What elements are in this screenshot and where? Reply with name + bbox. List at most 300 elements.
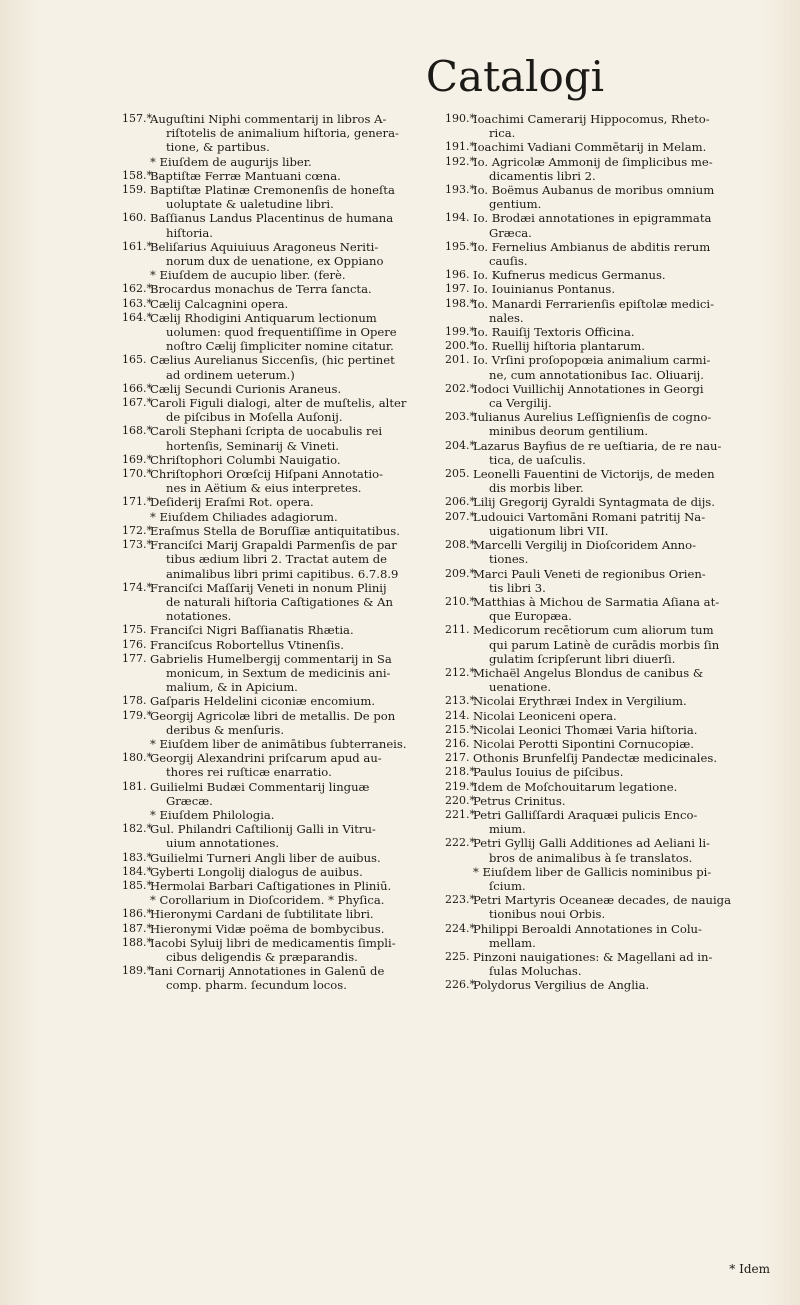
entry-number: 225. (445, 949, 470, 963)
catalog-entry (445, 723, 763, 737)
catalog-entry (445, 353, 763, 381)
entry-text (150, 737, 442, 751)
entry-number: 213.* (445, 694, 475, 708)
entry-text (150, 865, 442, 879)
entry-line: nales. (489, 310, 524, 325)
entry-number: 208.* (445, 538, 475, 552)
catalog-entry (445, 339, 763, 353)
entry-line: gentium. (489, 197, 542, 212)
catalog-entry (445, 297, 763, 325)
entry-line: Franciſci Maſſarij Veneti in nonum Plinij (150, 580, 387, 595)
entry-number: 199.* (445, 325, 475, 339)
entry-line: Io. Fernelius Ambianus de abditis rerum (473, 239, 711, 254)
entry-text (473, 836, 763, 864)
entry-line: * Corollarium in Dioſcoridem. * Phyſica. (150, 893, 385, 908)
catalog-entry (122, 211, 442, 239)
catalog-entry (122, 822, 442, 850)
entry-text (473, 865, 763, 893)
entry-number: 190.* (445, 112, 475, 125)
entry-line: norum dux de uenatione, ex Oppiano (166, 254, 384, 269)
entry-text (473, 694, 763, 708)
entry-text (150, 922, 442, 936)
catalog-entry (445, 467, 763, 495)
entry-text (473, 666, 763, 694)
entry-line: Auguſtini Niphi commentarij in libros A- (150, 112, 387, 126)
entry-line: noſtro Cælij ſimpliciter nomine citatur. (166, 339, 394, 354)
entry-line: hortenſis, Seminarij & Vineti. (166, 438, 339, 453)
catalog-entry (122, 893, 442, 907)
entry-text (150, 581, 442, 624)
entry-number: 171.* (122, 495, 152, 509)
entry-text (150, 453, 442, 467)
entry-text (473, 297, 763, 325)
entry-number: 157.* (122, 112, 152, 125)
catalog-entry (122, 169, 442, 183)
entry-text (473, 382, 763, 410)
catalog-entry (445, 751, 763, 765)
catalog-entry (122, 495, 442, 509)
entry-line: nes in Aëtium & eius interpretes. (166, 481, 362, 496)
entry-line: * Eiuſdem liber de Gallicis nominibus pi- (473, 864, 712, 879)
entry-number (122, 510, 150, 524)
entry-number (122, 268, 150, 282)
entry-number: 194. (445, 211, 470, 225)
entry-line: Nicolai Perotti Sipontini Cornucopiæ. (473, 736, 694, 751)
entry-text (473, 978, 763, 992)
entry-number: 198.* (445, 296, 475, 310)
entry-line: ne, cum annotationibus Iac. Oliuarij. (489, 367, 704, 382)
entry-number (445, 865, 473, 893)
entry-text (473, 567, 763, 595)
entry-number: 168.* (122, 424, 152, 438)
entry-line: Io. Kufnerus medicus Germanus. (473, 268, 666, 283)
catalog-entry (445, 439, 763, 467)
entry-text (150, 311, 442, 354)
entry-line: Nicolai Leonici Thomæi Varia hiſtoria. (473, 722, 698, 737)
entry-text (473, 709, 763, 723)
entry-number: 184.* (122, 864, 152, 878)
entry-line: Caroli Figuli dialogi, alter de muſtelis, alter (150, 396, 407, 411)
entry-line: Baptiſtæ Platinæ Cremonenſis de honeſta (150, 183, 395, 198)
entry-text (150, 652, 442, 695)
catalog-entry (122, 467, 442, 495)
entry-number: 224.* (445, 921, 475, 935)
catalog-entry (445, 666, 763, 694)
entry-text (473, 467, 763, 495)
entry-number: 160. (122, 211, 147, 225)
entry-number: 161.* (122, 239, 152, 253)
entry-number: 200.* (445, 339, 475, 353)
entry-line: Guilielmi Turneri Angli liber de auibus. (150, 850, 381, 865)
entry-line: * Eiuſdem Chiliades adagiorum. (150, 509, 338, 524)
entry-text (150, 112, 442, 155)
catalog-entry (445, 495, 763, 509)
entry-line: qui parum Latinè de curādis morbis ſin (489, 637, 720, 652)
entry-text (150, 709, 442, 737)
catalog-entry (445, 865, 763, 893)
entry-number: 192.* (445, 154, 475, 168)
entry-line: gulatim ſcripſerunt libri diuerſi. (489, 651, 676, 666)
entry-text (150, 183, 442, 211)
entry-line: mium. (489, 822, 526, 837)
catalog-entry (122, 851, 442, 865)
page-title: Catalogi (425, 52, 605, 101)
entry-text (473, 155, 763, 183)
entry-text (473, 893, 763, 921)
entry-line: animalibus libri primi capitibus. 6.7.8.9 (166, 566, 399, 581)
entry-line: * Eiuſdem Philologia. (150, 807, 275, 822)
entry-text (473, 268, 763, 282)
entry-number: 181. (122, 779, 147, 793)
entry-line: cibus deligendis & præparandis. (166, 949, 358, 964)
catalog-entry (445, 268, 763, 282)
entry-text (150, 751, 442, 779)
entry-text (150, 694, 442, 708)
catalog-entry (122, 424, 442, 452)
entry-number: 214. (445, 708, 470, 722)
entry-number: 166.* (122, 381, 152, 395)
entry-text (150, 396, 442, 424)
entry-line: ſulas Moluchas. (489, 964, 582, 979)
entry-text (473, 183, 763, 211)
entry-line: dicamentis libri 2. (489, 168, 596, 183)
entry-number: 185.* (122, 878, 152, 892)
entry-text (150, 623, 442, 637)
entry-text (473, 325, 763, 339)
entry-number: 189.* (122, 964, 152, 978)
catalog-entry (122, 879, 442, 893)
entry-number: 209.* (445, 566, 475, 580)
entry-line: Marcelli Vergilij in Dioſcoridem Anno- (473, 538, 697, 553)
entry-number: 169.* (122, 452, 152, 466)
entry-text (150, 780, 442, 808)
entry-text (473, 765, 763, 779)
catalog-entry (122, 112, 442, 155)
catalog-entry (445, 282, 763, 296)
entry-number: 196. (445, 268, 470, 282)
entry-line: Ioachimi Vadiani Commētarij in Melam. (473, 140, 707, 155)
catalog-entry (122, 396, 442, 424)
entry-number: 182.* (122, 822, 152, 836)
catalog-entry (122, 524, 442, 538)
entry-line: Polydorus Vergilius de Anglia. (473, 978, 650, 993)
entry-text (150, 964, 442, 992)
entry-text (473, 495, 763, 509)
catalog-entry (122, 623, 442, 637)
entry-text (150, 169, 442, 183)
entry-text (150, 510, 442, 524)
catalog-entry (445, 240, 763, 268)
catalog-entry (445, 325, 763, 339)
catalog-entry (445, 211, 763, 239)
entry-number: 217. (445, 751, 470, 765)
entry-line: Io. Iouinianus Pontanus. (473, 282, 616, 297)
entry-text (150, 240, 442, 268)
entry-line: Gyberti Longolij dialogus de auibus. (150, 864, 363, 879)
entry-text (150, 638, 442, 652)
entry-text (150, 282, 442, 296)
entry-line: rica. (489, 126, 516, 141)
entry-line: Eraſmus Stella de Boruſſiæ antiquitatibus. (150, 523, 400, 538)
entry-line: thores rei ruſticæ enarratio. (166, 765, 332, 780)
entry-line: Chriſtophori Orœſcij Hiſpani Annotatio- (150, 467, 384, 482)
entry-line: Medicorum recētiorum cum aliorum tum (473, 623, 714, 638)
catalog-entry (122, 652, 442, 695)
catchword: * Idem (729, 1262, 770, 1276)
entry-line: de piſcibus in Moſella Auſonij. (166, 410, 343, 425)
entry-line: Deſiderij Eraſmi Rot. opera. (150, 495, 314, 510)
entry-line: * Eiuſdem de augurijs liber. (150, 154, 312, 169)
entry-number: 165. (122, 353, 147, 367)
entry-text (473, 439, 763, 467)
entry-text (473, 595, 763, 623)
entry-number: 215.* (445, 722, 475, 736)
catalog-entry (122, 538, 442, 581)
catalog-entry (445, 183, 763, 211)
catalog-entry (122, 382, 442, 396)
entry-line: cauſis. (489, 254, 528, 269)
catalog-entry (445, 978, 763, 992)
entry-number: 207.* (445, 509, 475, 523)
entry-line: Guilielmi Budæi Commentarij linguæ (150, 779, 370, 794)
entry-number: 222.* (445, 836, 475, 850)
entry-text (473, 808, 763, 836)
entry-line: Iani Cornarij Annotationes in Galenū de (150, 964, 385, 979)
entry-line: tibus ædium libri 2. Tractat autem de (166, 552, 388, 567)
entry-line: bros de animalibus à ſe translatos. (489, 850, 693, 865)
entry-line: Hermolai Barbari Caſtigationes in Pliniū. (150, 878, 392, 893)
entry-line: Gaſparis Heldelini ciconiæ encomium. (150, 694, 376, 709)
entry-line: Ludouici Vartomāni Romani patritij Na- (473, 509, 706, 524)
entry-line: comp. pharm. ſecundum locos. (166, 978, 347, 993)
catalog-entry (445, 112, 763, 140)
entry-line: Hieronymi Vidæ poëma de bombycibus. (150, 921, 385, 936)
catalog-entry (122, 268, 442, 282)
entry-number: 173.* (122, 538, 152, 552)
entry-line: Cælij Secundi Curionis Araneus. (150, 381, 342, 396)
entry-line: Franciſcus Robortellus Vtinenſis. (150, 637, 344, 652)
entry-line: Pinzoni nauigationes: & Magellani ad in- (473, 949, 713, 964)
catalog-entry (122, 510, 442, 524)
entry-line: Petri Galliſſardi Araquæi pulicis Enco- (473, 807, 698, 822)
entry-line: Michaël Angelus Blondus de canibus & (473, 665, 704, 680)
entry-number: 176. (122, 637, 147, 651)
entry-text (473, 211, 763, 239)
entry-line: Io. Vrſini proſopopœia animalium carmi- (473, 353, 711, 368)
catalog-entry (445, 140, 763, 154)
entry-text (473, 140, 763, 154)
entry-line: Baptiſtæ Ferræ Mantuani cœna. (150, 168, 341, 183)
catalog-entry (122, 240, 442, 268)
entry-number: 191.* (445, 140, 475, 154)
entry-text (473, 737, 763, 751)
entry-line: Iulianus Aurelius Leſſignienſis de cogno- (473, 410, 712, 425)
catalog-entry (445, 510, 763, 538)
catalog-entry (445, 922, 763, 950)
entry-line: Nicolai Erythræi Index in Vergilium. (473, 694, 687, 709)
entry-line: uenatione. (489, 680, 552, 695)
entry-text (150, 822, 442, 850)
catalog-entry (122, 936, 442, 964)
entry-line: Io. Brodæi annotationes in epigrammata (473, 211, 712, 226)
entry-line: Leonelli Fauentini de Victorijs, de meden (473, 467, 715, 482)
catalog-entry (122, 694, 442, 708)
catalog-entry (122, 581, 442, 624)
entry-number: 220.* (445, 793, 475, 807)
entry-text (150, 382, 442, 396)
catalog-entry (445, 794, 763, 808)
entry-text (150, 893, 442, 907)
entry-line: Philippi Beroaldi Annotationes in Colu- (473, 921, 702, 936)
catalog-entry (122, 709, 442, 737)
entry-line: Baſſianus Landus Placentinus de humana (150, 211, 394, 226)
catalog-entry (122, 865, 442, 879)
entry-text (473, 538, 763, 566)
entry-line: hiſtoria. (166, 225, 213, 240)
catalog-entry (122, 282, 442, 296)
entry-line: Lilij Gregorij Gyraldi Syntagmata de dijs. (473, 495, 715, 510)
catalog-entry (122, 907, 442, 921)
entry-text (473, 780, 763, 794)
entry-number: 201. (445, 353, 470, 367)
entry-line: ad ordinem ueterum.) (166, 367, 295, 382)
entry-text (473, 723, 763, 737)
entry-text (473, 112, 763, 140)
entry-line: Brocardus monachus de Terra ſancta. (150, 282, 372, 297)
entry-line: Gul. Philandri Caſtilionij Galli in Vitru- (150, 822, 376, 837)
entry-text (150, 155, 442, 169)
entry-text (150, 538, 442, 581)
entry-line: Othonis Brunfelſij Pandectæ medicinales. (473, 751, 718, 766)
entry-line: uigationum libri VII. (489, 523, 609, 538)
entry-line: Georgij Agricolæ libri de metallis. De pon (150, 708, 396, 723)
entry-number: 216. (445, 736, 470, 750)
entry-text (473, 623, 763, 666)
entry-line: Georgij Alexandrini priſcarum apud au- (150, 751, 382, 766)
catalog-entry (445, 694, 763, 708)
entry-number: 179.* (122, 708, 152, 722)
entry-line: que Europæa. (489, 609, 572, 624)
entry-text (150, 297, 442, 311)
left-column (122, 112, 442, 993)
entry-line: Lazarus Bayfius de re ueſtiaria, de re nau- (473, 438, 722, 453)
entry-line: Cælij Calcagnini opera. (150, 296, 289, 311)
catalog-entry (122, 737, 442, 751)
entry-line: malium, & in Apicium. (166, 680, 298, 695)
entry-line: minibus deorum gentilium. (489, 424, 649, 439)
entry-number: 177. (122, 651, 147, 665)
entry-line: Marci Pauli Veneti de regionibus Orien- (473, 566, 706, 581)
catalog-entry (445, 595, 763, 623)
entry-number: 203.* (445, 410, 475, 424)
entry-line: Caroli Stephani ſcripta de uocabulis rei (150, 424, 383, 439)
entry-line: * Eiuſdem liber de animātibus ſubterraneis. (150, 736, 407, 751)
catalog-entry (122, 964, 442, 992)
entry-number: 167.* (122, 396, 152, 410)
entry-line: Io. Ruellij hiſtoria plantarum. (473, 339, 645, 354)
entry-number: 204.* (445, 438, 475, 452)
entry-line: tione, & partibus. (166, 140, 270, 155)
catalog-entry (445, 808, 763, 836)
entry-line: Matthias à Michou de Sarmatia Aſiana at- (473, 594, 720, 609)
entry-number: 211. (445, 623, 470, 637)
catalog-entry (122, 751, 442, 779)
right-column (445, 112, 763, 993)
catalog-entry (445, 709, 763, 723)
entry-number: 226.* (445, 978, 475, 992)
entry-number: 164.* (122, 310, 152, 324)
entry-number: 195.* (445, 239, 475, 253)
entry-number: 202.* (445, 381, 475, 395)
entry-line: Cælij Rhodigini Antiquarum lectionum (150, 310, 377, 325)
entry-number: 219.* (445, 779, 475, 793)
entry-line: mellam. (489, 935, 536, 950)
entry-number: 193.* (445, 183, 475, 197)
entry-line: uium annotationes. (166, 836, 280, 851)
entry-text (150, 808, 442, 822)
catalog-entry (445, 950, 763, 978)
entry-line: Hieronymi Cardani de ſubtilitate libri. (150, 907, 374, 922)
entry-line: Paulus Iouius de piſcibus. (473, 765, 624, 780)
entry-line: uolumen: quod frequentiſſime in Opere (166, 325, 397, 340)
catalog-entry (122, 155, 442, 169)
entry-text (473, 240, 763, 268)
catalog-entry (445, 893, 763, 921)
entry-text (473, 282, 763, 296)
catalog-entry (122, 638, 442, 652)
entry-number: 174.* (122, 580, 152, 594)
entry-number: 180.* (122, 751, 152, 765)
entry-number: 183.* (122, 850, 152, 864)
entry-line: Cælius Aurelianus Siccenſis, (hic pertinet (150, 353, 395, 368)
entry-text (473, 410, 763, 438)
entry-line: tica, de uaſculis. (489, 452, 586, 467)
entry-number: 218.* (445, 765, 475, 779)
entry-text (150, 907, 442, 921)
entry-line: Idem de Moſchouitarum legatione. (473, 779, 678, 794)
entry-number: 223.* (445, 893, 475, 907)
entry-number: 205. (445, 467, 470, 481)
entry-line: Petri Gyllij Galli Additiones ad Aeliani li- (473, 836, 710, 851)
entry-line: Petrus Crinitus. (473, 793, 566, 808)
entry-text (473, 950, 763, 978)
entry-number: 221.* (445, 807, 475, 821)
entry-line: Chriſtophori Columbi Nauigatio. (150, 452, 341, 467)
entry-line: tiones. (489, 552, 529, 567)
entry-line: Io. Boëmus Aubanus de moribus omnium (473, 183, 715, 198)
entry-line: Græcæ. (166, 793, 213, 808)
catalog-entry (122, 780, 442, 808)
entry-number: 175. (122, 623, 147, 637)
entry-number: 187.* (122, 921, 152, 935)
entry-text (473, 751, 763, 765)
entry-number: 206.* (445, 495, 475, 509)
entry-number: 172.* (122, 523, 152, 537)
entry-text (473, 339, 763, 353)
entry-line: Franciſci Nigri Baſſianatis Rhætia. (150, 623, 354, 638)
entry-line: Io. Agricolæ Ammonij de ſimplicibus me- (473, 154, 713, 169)
entry-text (150, 851, 442, 865)
entry-number: 170.* (122, 467, 152, 481)
entry-line: ſcium. (489, 878, 526, 893)
catalog-entry (445, 836, 763, 864)
catalog-entry (445, 410, 763, 438)
entry-text (473, 510, 763, 538)
catalog-entry (445, 737, 763, 751)
catalog-entry (122, 808, 442, 822)
catalog-entry (122, 922, 442, 936)
catalog-entry (445, 765, 763, 779)
